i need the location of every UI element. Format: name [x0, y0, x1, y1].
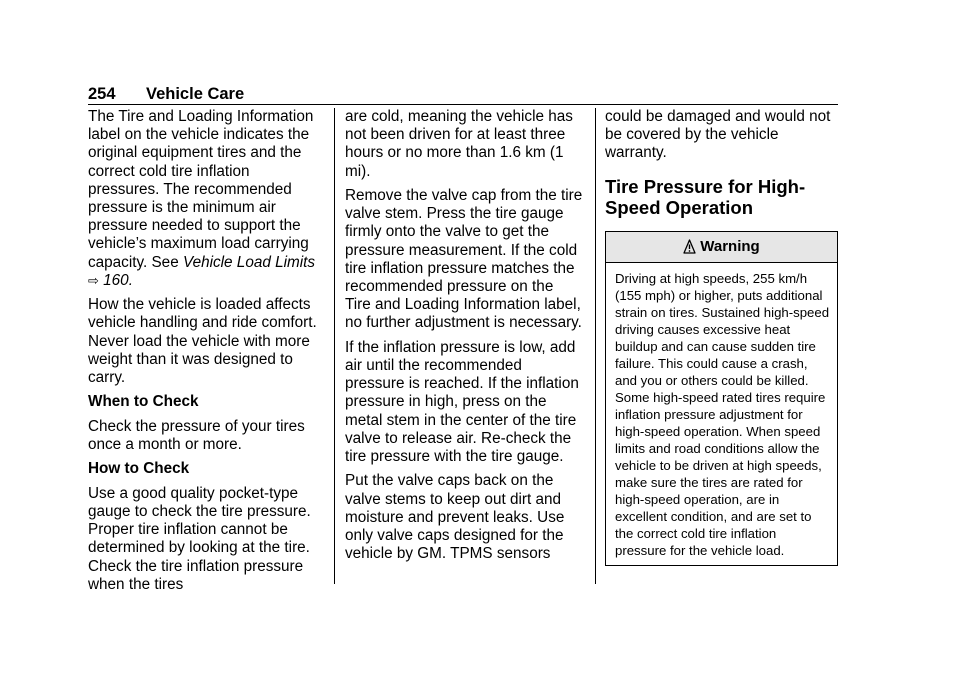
page-number: 254	[88, 85, 116, 103]
column-divider	[595, 108, 596, 584]
warning-box	[605, 231, 838, 566]
paragraph: Put the valve caps back on the valve stems to keep out dirt and moisture and prevent leaks. Use only valve caps designed for the vehicle by GM. TPMS sensors	[345, 472, 565, 563]
column-1	[88, 108, 324, 600]
paragraph: Remove the valve cap from the tire valve stem. Press the tire gauge firmly onto the valve to get the pressure measurement. If the cold tire inflation pressure matches the recommended pressure on the Tire and Loading Information label, no further adjustment is necessary.	[345, 187, 583, 332]
paragraph: If the inflation pressure is low, add air until the recommended pressure is reached. If the inflation pressure in high, press on the metal stem in the center of the tire valve to release air. Re-check the tire pressure with the tire gauge.	[345, 338, 579, 466]
page-reference-arrow-icon: ⇨	[88, 272, 99, 288]
paragraph: are cold, meaning the vehicle has not been driven for at least three hours or no more than 1.6 km (1 mi).	[345, 108, 573, 180]
paragraph: The Tire and Loading Information label on the vehicle indicates the original equipment tires and the correct cold tire inflation pressures. The recommended pressure is the minimum air pressure needed to support the vehicle’s maximum load carrying capacity. See Vehicle Load Limits ⇨ 160.	[88, 108, 316, 289]
subheading-how-to-check: How to Check	[88, 460, 190, 478]
column-divider	[334, 108, 335, 584]
section-header-title: Vehicle Care	[146, 85, 245, 103]
paragraph: Use a good quality pocket-type gauge to check the tire pressure. Proper tire inflation cannot be determined by looking at the tire. Check the tire inflation pressure when the tires	[88, 484, 311, 593]
warning-triangle-icon	[683, 239, 696, 254]
header-rule	[88, 104, 838, 105]
cross-reference-link[interactable]: Vehicle Load Limits ⇨ 160	[88, 253, 316, 289]
warning-body: Driving at high speeds, 255 km/h (155 mph) or higher, puts additional strain on tires. Sustained high-speed driving causes excessive heat buildup and can cause sudden tire failure. This could cause a crash, and you or others could be killed. Some high-speed rated tires require inflation pressure adjustment for high-speed operation. When speed limits and road conditions allow the vehicle to be driven at high speeds, make sure the tires are rated for high-speed operation, are in excellent condition, and are set to the correct cold tire inflation pressure for the vehicle load.	[615, 270, 830, 558]
paragraph: could be damaged and would not be covered by the vehicle warranty.	[605, 108, 831, 162]
column-3	[605, 108, 839, 566]
subheading-when-to-check: When to Check	[88, 393, 199, 411]
column-2	[345, 108, 583, 570]
paragraph: How the vehicle is loaded affects vehicle handling and ride comfort. Never load the vehicle with more weight than it was designed to carry.	[88, 296, 317, 387]
page-header	[88, 84, 838, 104]
paragraph: Check the pressure of your tires once a month or more.	[88, 417, 305, 454]
warning-header	[606, 232, 837, 263]
section-title: Tire Pressure for High-Speed Operation	[605, 175, 806, 218]
warning-label: Warning	[700, 237, 760, 255]
